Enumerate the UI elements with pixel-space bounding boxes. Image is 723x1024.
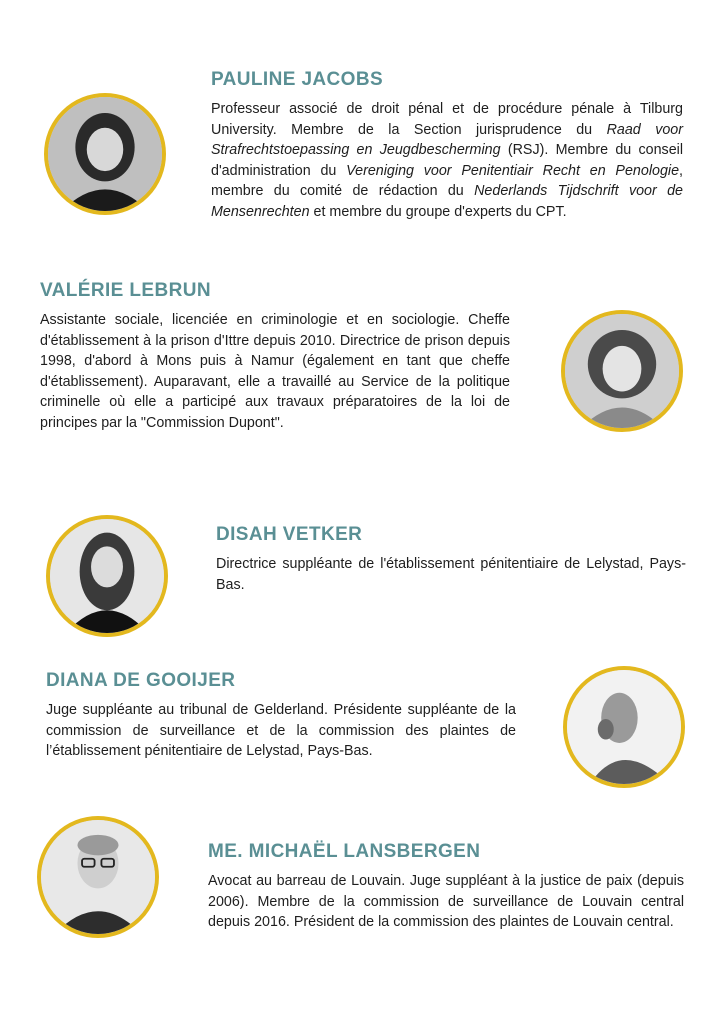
portrait-photo-valerie-lebrun bbox=[561, 310, 683, 432]
bio-name: PAULINE JACOBS bbox=[211, 69, 384, 90]
portrait-photo-michael-lansbergen bbox=[37, 816, 159, 938]
bio-valerie-lebrun bbox=[40, 279, 510, 434]
bio-pauline-jacobs bbox=[211, 68, 683, 223]
bio-disah-vetker bbox=[216, 523, 686, 595]
bio-text: Professeur associé de droit pénal et de procédure pénale à Tilburg University. Membre de la Section jurisprudence du Raad voor Strafrechtstoepassing en Jeugdbescherming (RSJ). Membre du conseil d'administration du Vereniging voor Penitentiair Recht en Penologie, membre du comité de rédaction du Nederlands Tijdschrift voor de Mensenrechten et membre du groupe d'experts du CPT. bbox=[211, 101, 684, 220]
person-icon bbox=[41, 820, 155, 934]
person-icon bbox=[50, 519, 164, 633]
person-icon bbox=[565, 314, 679, 428]
bio-name: DISAH VETKER bbox=[216, 524, 363, 545]
bio-name: VALÉRIE LEBRUN bbox=[40, 280, 211, 301]
bio-diana-de-gooijer bbox=[46, 669, 516, 762]
bio-michael-lansbergen bbox=[208, 840, 684, 933]
portrait-photo-pauline-jacobs bbox=[44, 93, 166, 215]
bio-text: Directrice suppléante de l'établissement pénitentiaire de Lelystad, Pays-Bas. bbox=[216, 556, 686, 593]
bio-text: Juge suppléante au tribunal de Gelderland. Présidente suppléante de la commission de surveillance et de la commission des plaintes de l’établissement pénitentiaire de Lelystad, Pays-Bas. bbox=[46, 702, 516, 760]
bio-text: Assistante sociale, licenciée en criminologie et en sociologie. Cheffe d'établissement à la prison d'Ittre depuis 2010. Directrice de prison depuis 1998, d'abord à Mons puis à Namur (également en tant que cheffe d'établissement). Auparavant, elle a travaillé au Service de la politique criminelle où elle a participé aux travaux préparatoires de la loi de principes par la "Commission Dupont". bbox=[40, 312, 510, 431]
portrait-photo-diana-de-gooijer bbox=[563, 666, 685, 788]
bio-name: ME. MICHAËL LANSBERGEN bbox=[208, 841, 481, 862]
bio-name: DIANA DE GOOIJER bbox=[46, 670, 236, 691]
portrait-photo-disah-vetker bbox=[46, 515, 168, 637]
person-icon bbox=[48, 97, 162, 211]
bio-text: Avocat au barreau de Louvain. Juge suppléant à la justice de paix (depuis 2006). Membre de la commission de surveillance de Louvain central depuis 2016. Président de la commission des plaintes de Louvain central. bbox=[208, 873, 684, 931]
person-icon bbox=[567, 670, 681, 784]
